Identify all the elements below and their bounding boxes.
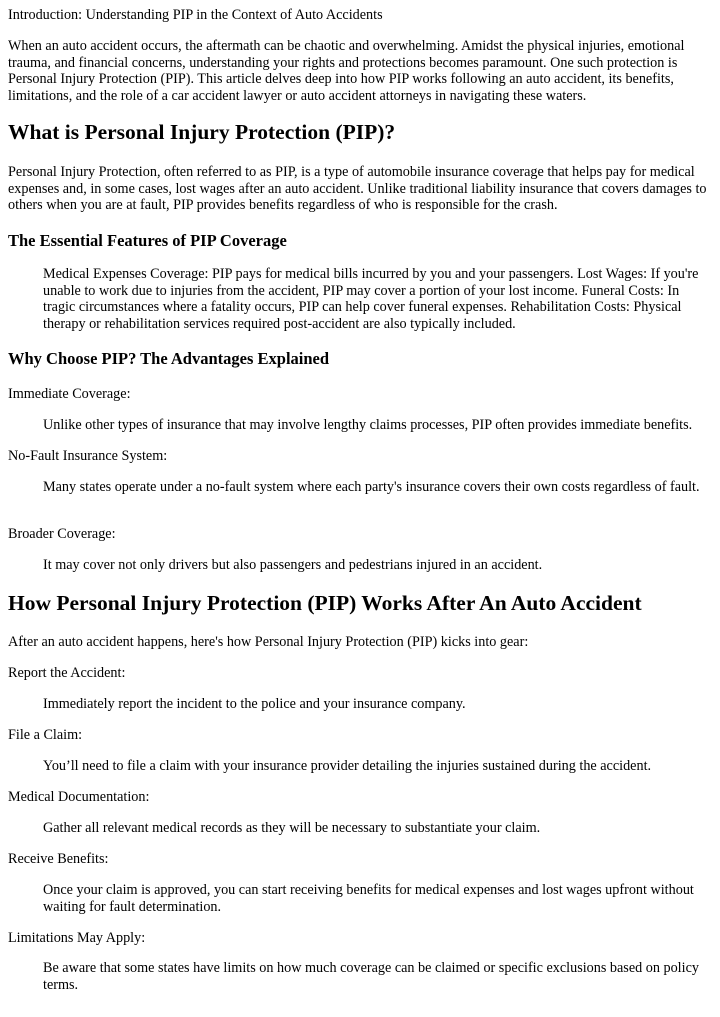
how-desc-report: Immediately report the incident to the police and your insurance company.: [43, 696, 466, 712]
what-is-pip-paragraph: Personal Injury Protection, often referred to as PIP, is a type of automobile insurance coverage that helps pay for medical expenses and, in some cases, lost wages after an auto accident. Unlike traditional liability insurance that covers damages to others when you are at fault, PIP provides benefits regardless of who is responsible for the crash.: [8, 164, 707, 214]
how-desc-medical-documentation: Gather all relevant medical records as they will be necessary to substantiate your claim.: [43, 820, 541, 836]
why-term-immediate-coverage: Immediate Coverage:: [8, 386, 131, 402]
why-term-broader-coverage: Broader Coverage:: [8, 526, 116, 542]
how-term-report: Report the Accident:: [8, 665, 126, 681]
how-term-receive-benefits: Receive Benefits:: [8, 851, 109, 867]
heading-what-is-pip: What is Personal Injury Protection (PIP)?: [8, 120, 396, 144]
how-desc-receive-benefits: Once your claim is approved, you can start receiving benefits for medical expenses and lost wages upfront without waiting for fault determination.: [43, 882, 694, 915]
how-term-file-claim: File a Claim:: [8, 727, 83, 743]
why-desc-broader-coverage: It may cover not only drivers but also passengers and pedestrians injured in an accident.: [43, 557, 543, 573]
heading-how-pip-works: How Personal Injury Protection (PIP) Works After An Auto Accident: [8, 591, 642, 615]
how-term-limitations: Limitations May Apply:: [8, 930, 146, 946]
why-term-no-fault: No-Fault Insurance System:: [8, 448, 168, 464]
why-desc-immediate-coverage: Unlike other types of insurance that may involve lengthy claims processes, PIP often provides immediate benefits.: [43, 417, 693, 433]
heading-why-choose-pip: Why Choose PIP? The Advantages Explained: [8, 349, 330, 368]
how-desc-limitations: Be aware that some states have limits on how much coverage can be claimed or specific exclusions based on policy terms.: [43, 960, 699, 993]
features-blockquote: Medical Expenses Coverage: PIP pays for medical bills incurred by you and your passengers. Lost Wages: If you're unable to work due to injuries from the accident, PIP may cover a portion of your lost income. Funeral Costs: In tragic circumstances where a fatality occurs, PIP can help cover funeral expenses. Rehabilitation Costs: Physical therapy or rehabilitation services required post-accident are also typically included.: [43, 266, 699, 332]
how-desc-file-claim: You’ll need to file a claim with your insurance provider detailing the injuries sustained during the accident.: [43, 758, 652, 774]
intro-label: Introduction: Understanding PIP in the Context of Auto Accidents: [8, 7, 383, 23]
intro-paragraph: When an auto accident occurs, the aftermath can be chaotic and overwhelming. Amidst the physical injuries, emotional trauma, and financial concerns, understanding your rights and protections becomes paramount. One such protection is Personal Injury Protection (PIP). This article delves deep into how PIP works following an auto accident, its benefits, limitations, and the role of a car accident lawyer or auto accident attorneys in navigating these waters.: [8, 38, 685, 104]
how-term-medical-documentation: Medical Documentation:: [8, 789, 150, 805]
heading-essential-features: The Essential Features of PIP Coverage: [8, 231, 287, 250]
how-intro-paragraph: After an auto accident happens, here's how Personal Injury Protection (PIP) kicks into gear:: [8, 634, 529, 650]
why-desc-no-fault: Many states operate under a no-fault system where each party's insurance covers their own costs regardless of fault.: [43, 479, 700, 495]
